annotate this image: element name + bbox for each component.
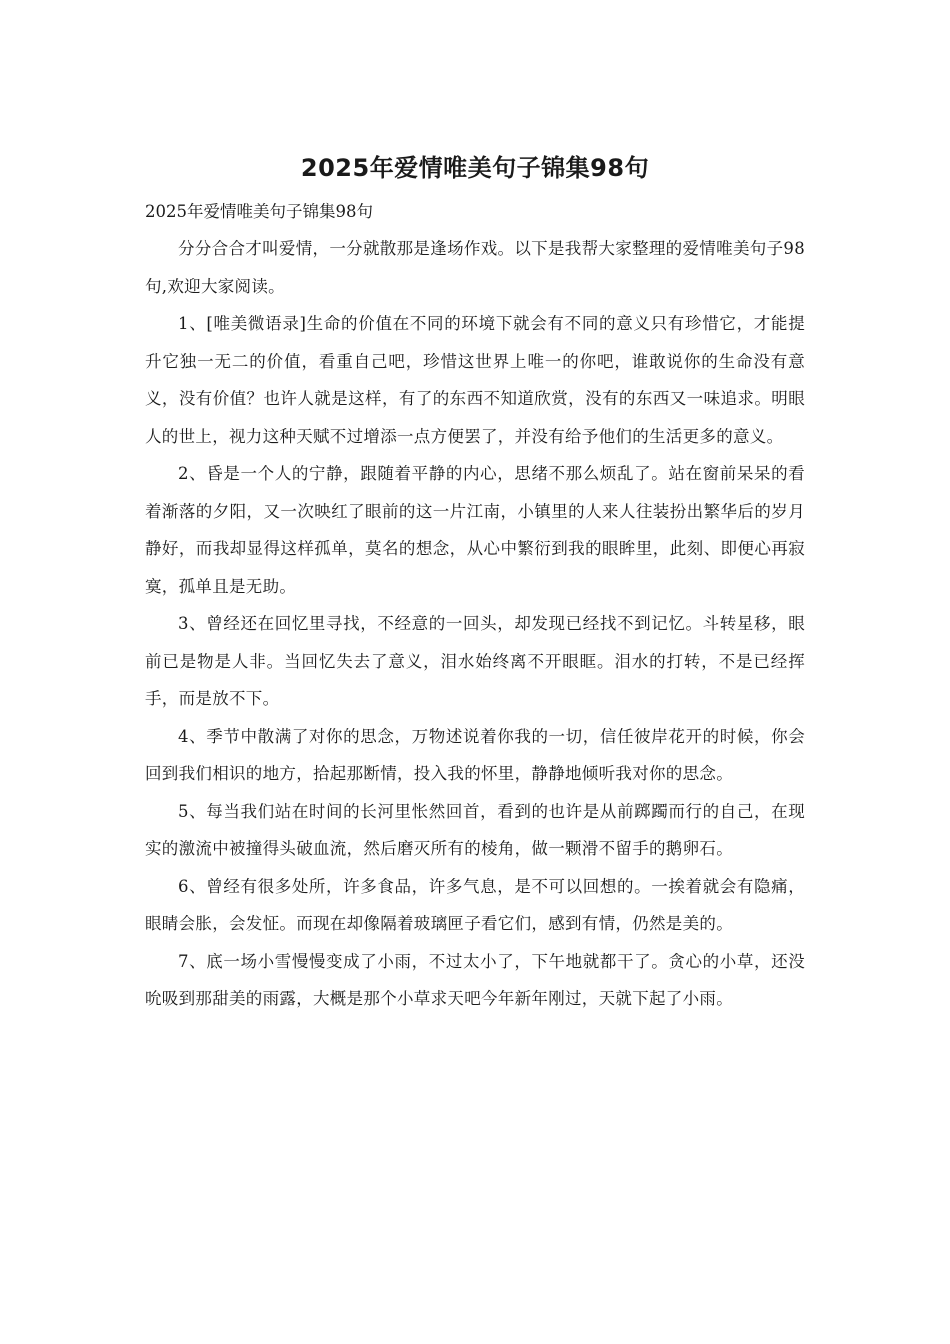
paragraph-4: 4、季节中散满了对你的思念，万物述说着你我的一切，信任彼岸花开的时候，你会回到我们相识的地方，拾起那断情，投入我的怀里，静静地倾听我对你的思念。 — [145, 726, 805, 783]
page-title: 2025年爱情唯美句子锦集98句 — [300, 154, 650, 182]
document-body — [145, 196, 805, 1018]
paragraph-1: 1、[唯美微语录]生命的价值在不同的环境下就会有不同的意义只有珍惜它，才能提升它独一无二的价值，看重自己吧，珍惜这世界上唯一的你吧，谁敢说你的生命没有意义，没有价值？也许人就是这样，有了的东西不知道欣赏，没有的东西又一味追求。明眼人的世上，视力这种天赋不过增添一点方便罢了，并没有给予他们的生活更多的意义。 — [145, 314, 805, 446]
paragraph-3: 3、曾经还在回忆里寻找，不经意的一回头，却发现已经找不到记忆。斗转星移，眼前已是物是人非。当回忆失去了意义，泪水始终离不开眼眶。泪水的打转，不是已经挥手，而是放不下。 — [145, 614, 805, 708]
paragraph-7: 7、底一场小雪慢慢变成了小雨，不过太小了，下午地就都干了。贪心的小草，还没吮吸到那甜美的雨露，大概是那个小草求天吧今年新年刚过，天就下起了小雨。 — [145, 951, 805, 1008]
paragraph-intro: 分分合合才叫爱情，一分就散那是逢场作戏。以下是我帮大家整理的爱情唯美句子98句,欢迎大家阅读。 — [145, 239, 805, 296]
paragraph-2: 2、昏是一个人的宁静，跟随着平静的内心，思绪不那么烦乱了。站在窗前呆呆的看着渐落的夕阳，又一次映红了眼前的这一片江南，小镇里的人来人往装扮出繁华后的岁月静好，而我却显得这样孤单，莫名的想念，从心中繁衍到我的眼眸里，此刻、即便心再寂寞，孤单且是无助。 — [145, 464, 805, 596]
paragraph-5: 5、每当我们站在时间的长河里怅然回首，看到的也许是从前踯躅而行的自己，在现实的激流中被撞得头破血流，然后磨灭所有的棱角，做一颗滑不留手的鹅卵石。 — [145, 801, 805, 858]
document-subtitle: 2025年爱情唯美句子锦集98句 — [145, 202, 373, 221]
paragraph-6: 6、曾经有很多处所，许多食品，许多气息，是不可以回想的。一挨着就会有隐痛，眼睛会胀，会发怔。而现在却像隔着玻璃匣子看它们，感到有情，仍然是美的。 — [145, 876, 805, 933]
